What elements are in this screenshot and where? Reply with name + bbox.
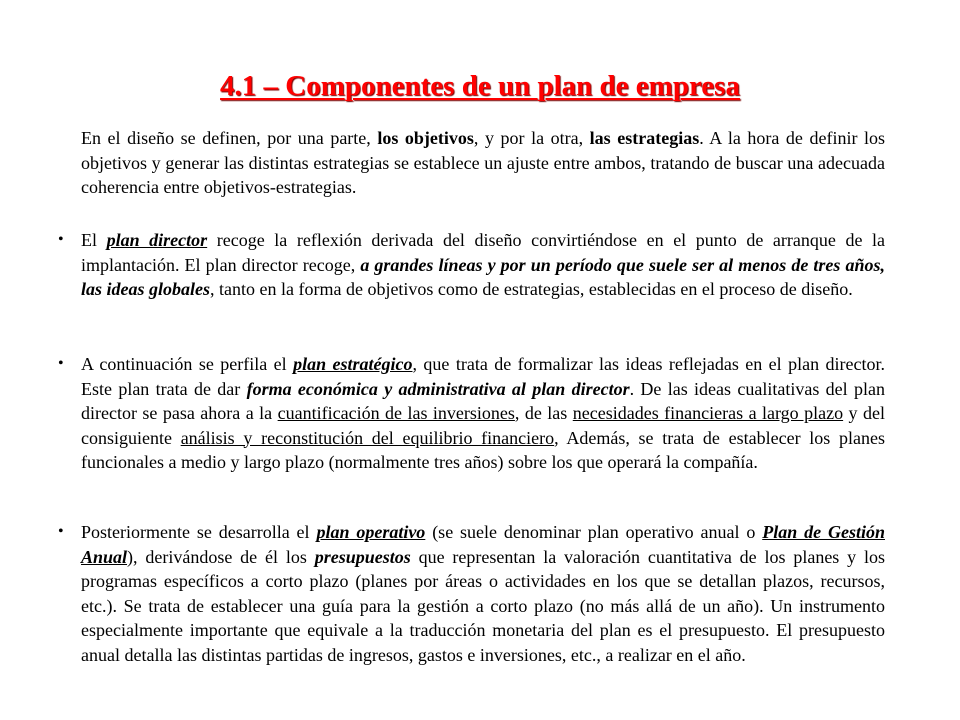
intro-text-2: , y por la otra,: [473, 128, 590, 148]
p3-text-3: ), derivándose de él los: [127, 546, 315, 567]
p1-emphasis: a grandes líneas y por un período que suele ser al menos de tres años, las ideas globales: [81, 254, 885, 299]
plan-operativo-term: plan operativo: [316, 522, 426, 542]
intro-paragraph: [81, 126, 885, 200]
plan-estrategico-paragraph: [81, 352, 885, 475]
plan-gestion-anual-term: Plan de Gestión Anual: [81, 522, 885, 567]
page-title: 4.1 – Componentes de un plan de empresa: [220, 70, 740, 102]
plan-operativo-paragraph: [81, 520, 885, 667]
p2-text-2: , que trata de formalizar las ideas reflejadas en el plan director. Este plan trata de dar: [81, 354, 885, 399]
bullet-icon: •: [58, 523, 64, 540]
p2-emphasis: forma económica y administrativa al plan director: [246, 378, 630, 399]
p2-text-5: y del consiguiente: [81, 403, 886, 448]
p3-text-2: (se suele denominar plan operativo anual o: [425, 522, 763, 542]
p2-underlined-3: análisis y reconstitución del equilibrio financiero: [180, 427, 555, 448]
plan-director-paragraph: [81, 228, 885, 302]
bullet-icon: •: [58, 355, 64, 372]
p2-text-6: , Además, se trata de establecer los planes funcionales a medio y largo plazo (normalmente tres años) sobre los que operará la compañía.: [81, 427, 885, 472]
presupuestos-term: presupuestos: [314, 546, 411, 567]
p2-text-1: A continuación se perfila el: [81, 354, 294, 374]
p3-text-4: que representan la valoración cuantitativa de los planes y los programas específicos a corto plazo (planes por áreas o actividades en los que se detallan plazos, recursos, etc.). Se trata de establecer una guía para la gestión a corto plazo (no más allá de un año). Un instrumento especialmente importante que equivale a la traducción monetaria del plan es el presupuesto. El presupuesto anual detalla las distintas partidas de ingresos, gastos e inversiones, etc., a realizar en el año.: [81, 546, 886, 665]
p2-underlined-2: necesidades financieras a largo plazo: [572, 403, 844, 423]
intro-text-1: En el diseño se definen, por una parte,: [81, 128, 378, 148]
p2-text-4: , de las: [514, 403, 573, 423]
p2-underlined-1: cuantificación de las inversiones: [277, 403, 515, 423]
plan-estrategico-term: plan estratégico: [293, 354, 413, 374]
p1-text-2: recoge la reflexión derivada del diseño convirtiéndose en el punto de arranque de la implantación. El plan director recoge,: [81, 230, 885, 275]
bullet-icon: •: [58, 231, 64, 248]
p1-text-1: El: [81, 230, 107, 250]
estrategias-term: las estrategias: [589, 128, 700, 148]
intro-text-3: . A la hora de definir los objetivos y generar las distintas estrategias se establece un ajuste entre ambos, tratando de buscar una adecuada coherencia entre objetivos-estrategias.: [81, 128, 885, 197]
p1-text-3: , tanto en la forma de objetivos como de estrategias, establecidas en el proceso de diseño.: [210, 279, 853, 299]
objetivos-term: los objetivos: [377, 128, 474, 148]
p3-text-1: Posteriormente se desarrolla el: [81, 522, 317, 542]
plan-director-term: plan director: [106, 230, 208, 250]
p2-text-3: . De las ideas cualitativas del plan director se pasa ahora a la: [81, 378, 885, 423]
